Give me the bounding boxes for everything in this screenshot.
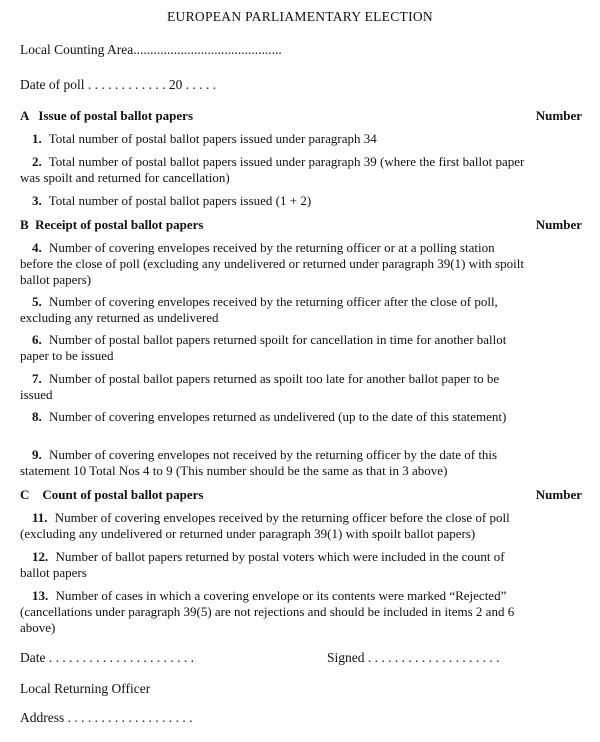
item-text: Number of covering envelopes received by the returning officer or at a polling station before the close of poll (excluding any undelivered or returned under paragraph 39(1) with spoilt ballot papers)	[20, 240, 524, 287]
signed-field: Signed . . . . . . . . . . . . . . . . . . . .	[327, 650, 500, 665]
item-text: Number of covering envelopes received by the returning officer after the close of poll, excluding any returned as undelivered	[20, 294, 498, 325]
item-text: Total number of postal ballot papers issued under paragraph 34	[48, 131, 377, 146]
item-12	[20, 549, 528, 581]
item-8	[20, 409, 528, 425]
date-of-poll-field: Date of poll . . . . . . . . . . . . 20 . . . . .	[20, 77, 217, 92]
item-text: Number of covering envelopes received by the returning officer before the close of poll (excluding any undelivered or returned under paragraph 39(1) with spoilt ballot papers)	[20, 510, 510, 541]
item-number: 6.	[32, 332, 42, 347]
document-title: EUROPEAN PARLIAMENTARY ELECTION	[167, 9, 433, 24]
item-13	[20, 588, 528, 636]
section-a-heading	[20, 108, 580, 124]
item-number: 9.	[32, 447, 42, 462]
item-9	[20, 447, 528, 479]
address-field: Address . . . . . . . . . . . . . . . . . . .	[20, 710, 193, 725]
item-number: 5.	[32, 294, 42, 309]
section-c-heading	[20, 487, 580, 503]
item-text: Total number of postal ballot papers issued under paragraph 39 (where the first ballot paper was spoilt and returned for cancellation)	[20, 154, 525, 185]
item-number: 1.	[32, 131, 42, 146]
item-1	[20, 131, 528, 147]
local-returning-officer-label: Local Returning Officer	[20, 681, 151, 696]
item-number: 7.	[32, 371, 42, 386]
item-number: 11.	[32, 510, 48, 525]
section-b-number-label: Number	[535, 217, 582, 232]
item-number: 3.	[32, 193, 42, 208]
item-5	[20, 294, 528, 326]
item-6	[20, 332, 528, 364]
item-text: Number of cases in which a covering envelope or its contents were marked “Rejected” (cancellations under paragraph 39(5) are not rejections and should be included in items 2 and 6 above)	[20, 588, 515, 635]
section-b-title: B Receipt of postal ballot papers	[20, 217, 204, 232]
item-number: 13.	[32, 588, 49, 603]
item-number: 2.	[32, 154, 42, 169]
item-11	[20, 510, 528, 542]
section-c-number-label: Number	[535, 487, 582, 502]
item-text: Number of postal ballot papers returned as spoilt too late for another ballot paper to be issued	[20, 371, 500, 402]
item-7	[20, 371, 528, 403]
item-number: 8.	[32, 409, 42, 424]
item-number: 12.	[32, 549, 49, 564]
item-2	[20, 154, 528, 186]
item-text: Number of ballot papers returned by postal voters which were included in the count of ballot papers	[20, 549, 505, 580]
item-number: 4.	[32, 240, 42, 255]
section-b-heading	[20, 217, 580, 233]
item-text: Total number of postal ballot papers issued (1 + 2)	[48, 193, 312, 208]
item-text: Number of covering envelopes not received by the returning officer by the date of this statement 10 Total Nos 4 to 9 (This number should be the same as that in 3 above)	[20, 447, 498, 478]
date-field: Date . . . . . . . . . . . . . . . . . . . . . .	[20, 650, 194, 665]
section-c-title: C Count of postal ballot papers	[20, 487, 204, 502]
section-a-title: A Issue of postal ballot papers	[20, 108, 193, 123]
section-a-number-label: Number	[535, 108, 582, 123]
item-text: Number of covering envelopes returned as undelivered (up to the date of this statement)	[49, 409, 507, 424]
item-text: Number of postal ballot papers returned spoilt for cancellation in time for another ballot paper to be issued	[20, 332, 507, 363]
item-3	[20, 193, 528, 209]
item-4	[20, 240, 528, 288]
local-counting-area-field: Local Counting Area............................................	[20, 42, 282, 57]
